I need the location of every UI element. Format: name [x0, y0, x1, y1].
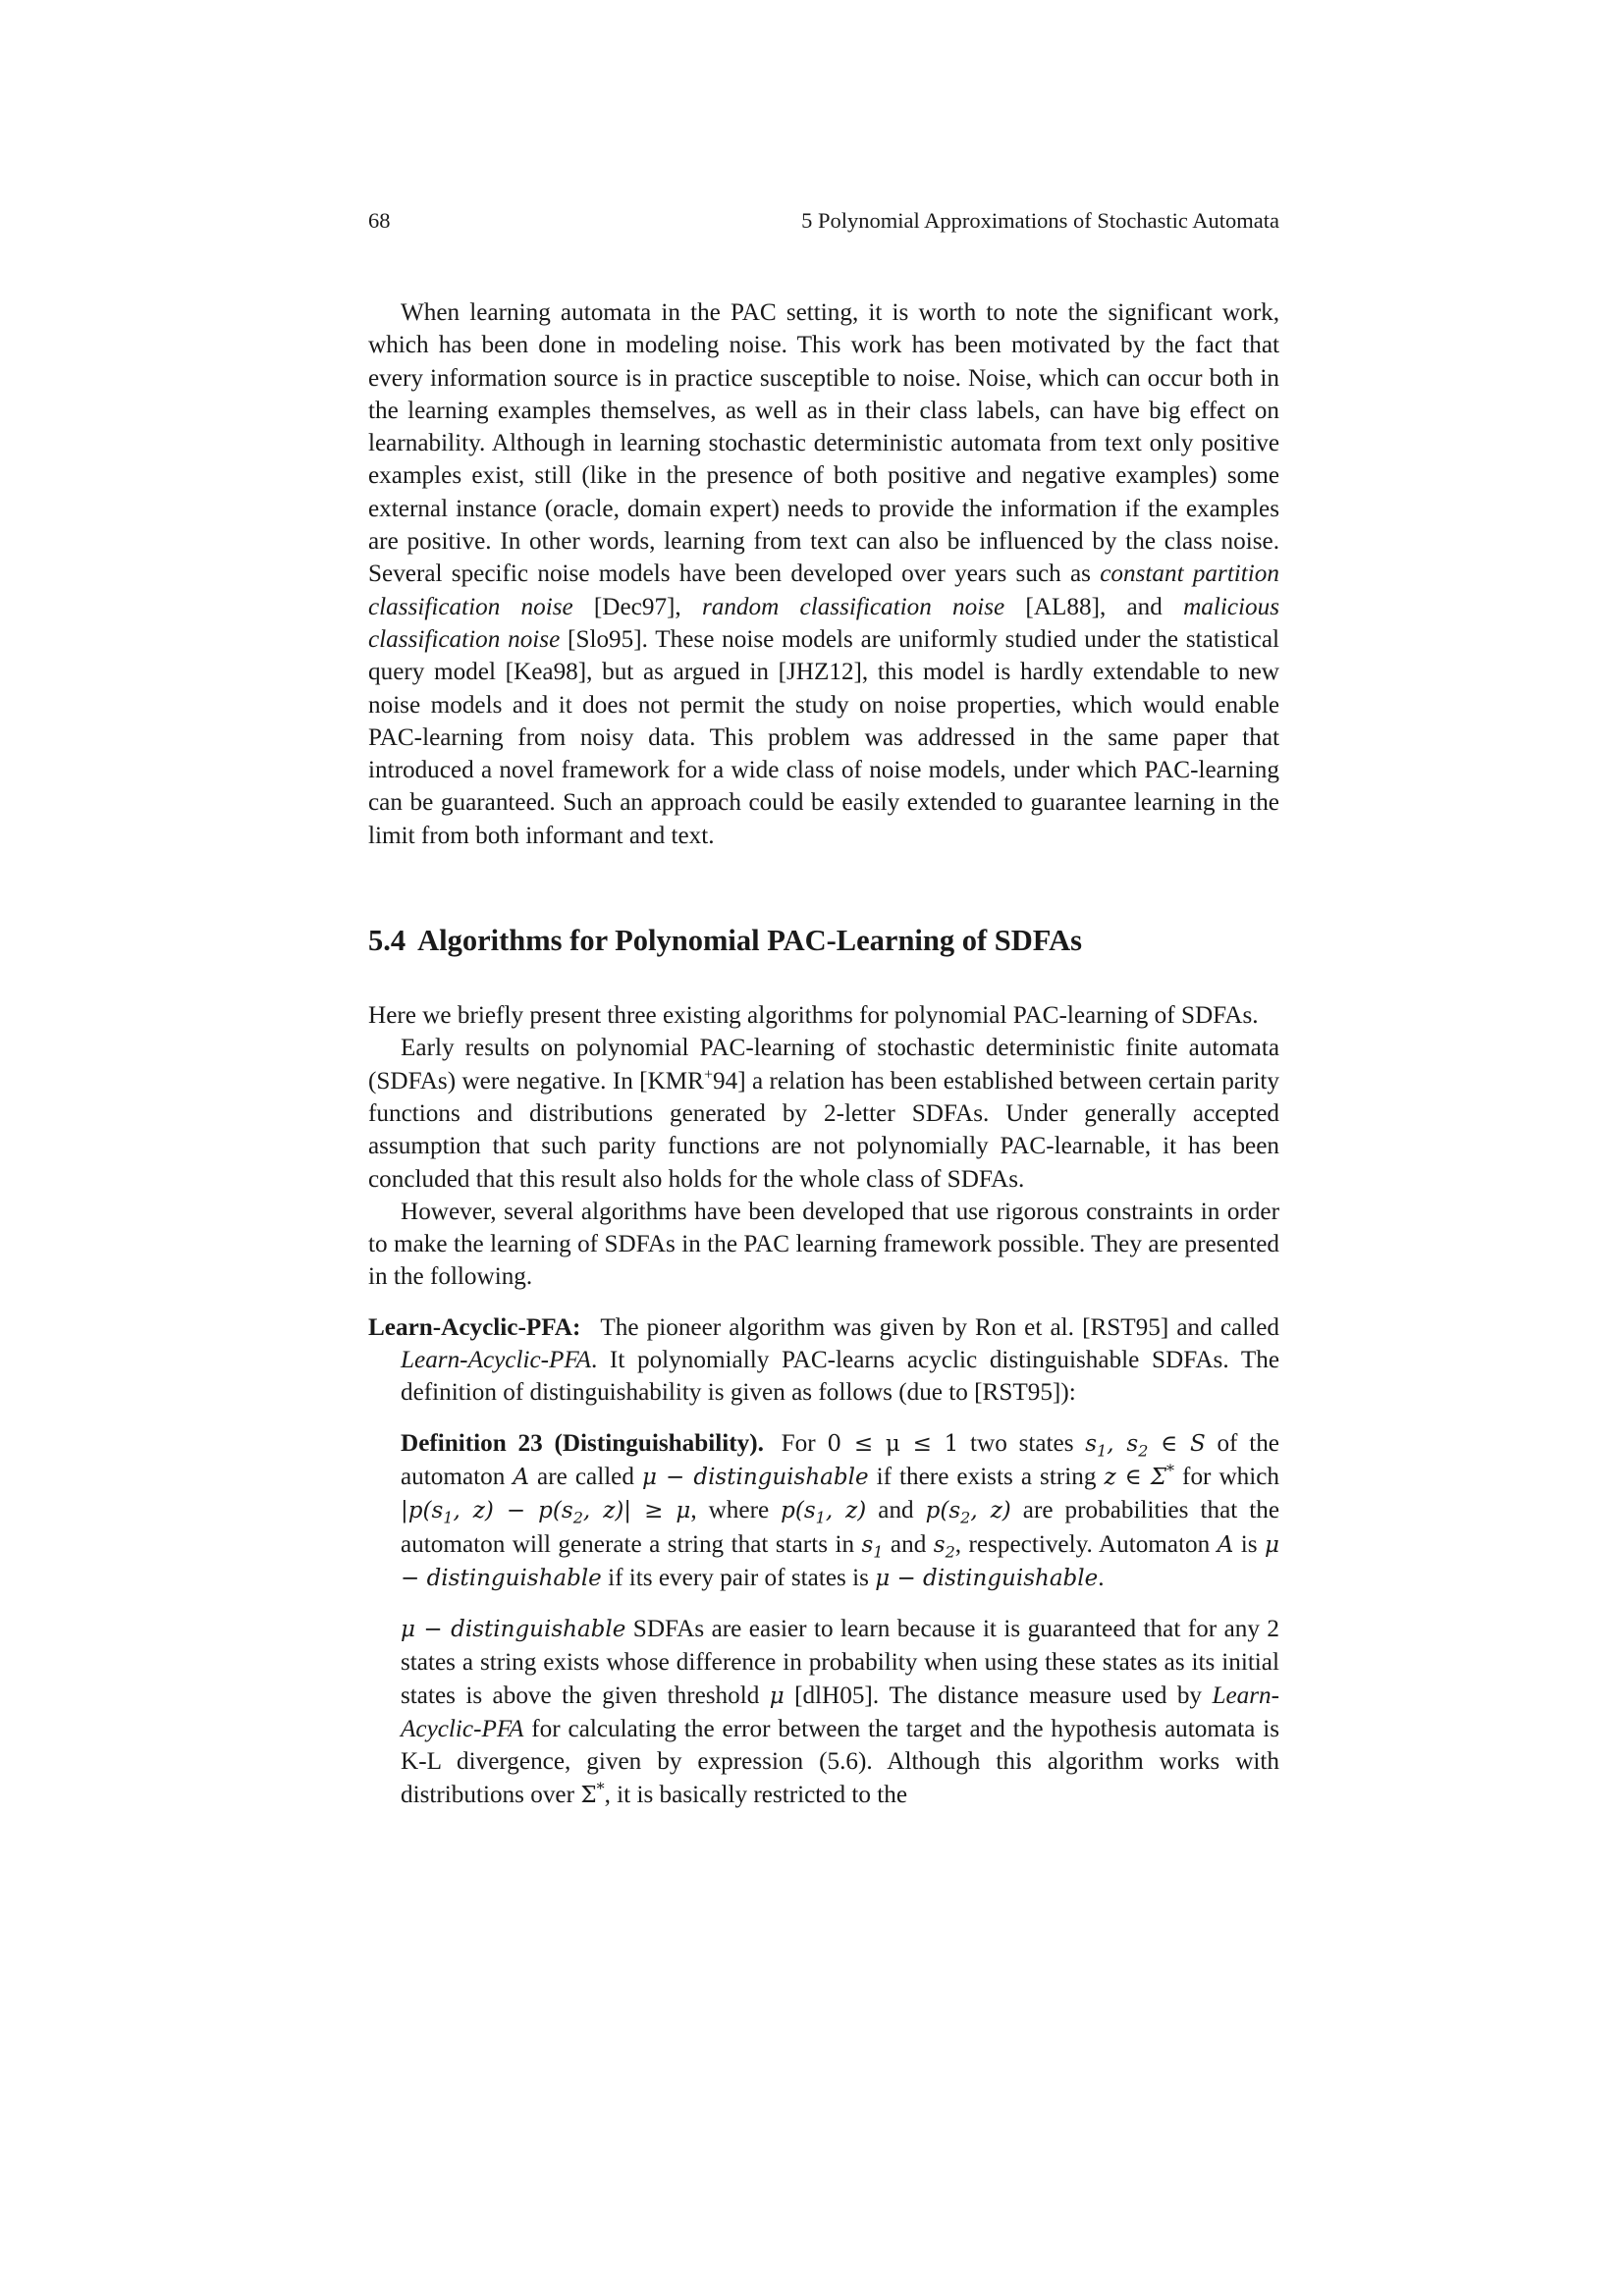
paragraph-early-results: Early results on polynomial PAC-learning of stochastic deterministic finite automata (SDFAs) were negative. In [KMR+94] a relation has been established between certain parity functions and distributions generated by 2-letter SDFAs. Under generally accepted assumption that such parity functions are not polynomially PAC-learnable, it has been concluded that this result also holds for the whole class of SDFAs. [368, 1035, 1280, 1193]
algorithm-name: Learn-Acyclic-PFA [401, 1682, 1280, 1742]
definition-block: Definition 23 (Distinguishability). For 0 ≤ μ ≤ 1 two states $s_1$, $s_2$ ∈ S of the automaton A are called μ − distinguishable if there exists a string z ∈ Σ* for which $|p(s_1$, $z) - p(s_2$, z)| ≥ μ, where $p(s_1$, z) and $p(s_2$, z) are probabilities that the automaton will generate a string that starts in $s_1$ and $s_2$, respectively. Automaton A is μ − distinguishable if its every pair of states is μ − distinguishable. [401, 1429, 1280, 1591]
section-title: Algorithms for Polynomial PAC-Learning of SDFAs [417, 924, 1083, 958]
paragraph-intro: Here we briefly present three existing algorithms for polynomial PAC-learning of SDFAs. [368, 1002, 1259, 1030]
emphasis-term: malicious classification noise [368, 593, 1280, 653]
list-item-learn-acyclic-pfa: Learn-Acyclic-PFA: The pioneer algorithm was given by Ron et al. [RST95] and called Learn-Acyclic-PFA. It polynomially PAC-learns acyclic distinguishable SDFAs. The definition of distinguishability is given as follows (due to [RST95]): [368, 1313, 1279, 1407]
section-number: 5.4 [368, 924, 406, 958]
definition-heading: Definition 23 (Distinguishability). [401, 1429, 764, 1457]
paragraph-after-definition: μ − distinguishable SDFAs are easier to learn because it is guaranteed that for any 2 states a string exists whose difference in probability when using these states as its initial states is above the given threshold μ [dlH05]. The distance measure used by Learn-Acyclic-PFA for calculating the error between the target and the hypothesis automata is K-L divergence, given by expression (5.6). Although this algorithm works with distributions over Σ*, it is basically restricted to the [401, 1616, 1280, 1808]
emphasis-term: random classification noise [701, 593, 1005, 620]
algorithm-name: Learn-Acyclic-PFA [401, 1347, 591, 1374]
running-title: 5 Polynomial Approximations of Stochastic Automata [801, 208, 1279, 233]
paragraph-noise: When learning automata in the PAC setting, it is worth to note the significant work, which has been done in modeling noise. This work has been motivated by the fact that every information source is in practice susceptible to noise. Noise, which can occur both in the learning examples themselves, as well as in their class labels, can have big effect on learnability. Although in learning stochastic deterministic automata from text only positive examples exist, still (like in the presence of both positive and negative examples) some external instance (oracle, domain expert) needs to provide the information if the examples are positive. In other words, learning from text can also be influenced by the class noise. Several specific noise models have been developed over years such as constant partition classification noise [Dec97], random classification noise [AL88], and malicious classification noise [Slo95]. These noise models are uniformly studied under the statistical query model [Kea98], but as argued in [JHZ12], this model is hardly extendable to new noise models and it does not permit the study on noise properties, which would enable PAC-learning from noisy data. This problem was addressed in the same paper that introduced a novel framework for a wide class of noise models, under which PAC-learning can be guaranteed. Such an approach could be easily extended to guarantee learning in the limit from both informant and text. [368, 299, 1280, 849]
section-heading [368, 921, 1279, 960]
page-body [368, 296, 1279, 1812]
item-label: Learn-Acyclic-PFA: [368, 1313, 581, 1341]
paragraph-however: However, several algorithms have been developed that use rigorous constraints in order to make the learning of SDFAs in the PAC learning framework possible. They are presented in the following. [368, 1198, 1279, 1291]
emphasis-term: constant partition classification noise [368, 561, 1279, 620]
page-number: 68 [368, 208, 391, 233]
